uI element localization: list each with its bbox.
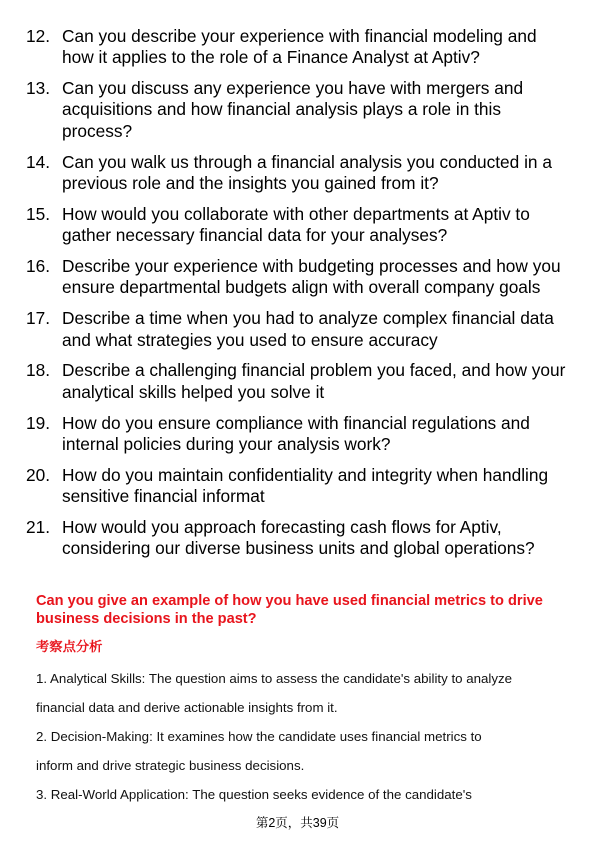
question-text: How would you approach forecasting cash flows for Aptiv, considering our diverse business units and global operations? [62, 516, 535, 559]
analysis-line: 1. Analytical Skills: The question aims to assess the candidate's ability to analyze [36, 671, 513, 686]
list-item [26, 517, 571, 560]
list-item [26, 26, 571, 69]
question-text: Can you describe your experience with financial modeling and how it applies to the role of a Finance Analyst at Aptiv? [62, 26, 537, 68]
list-item [26, 256, 571, 299]
question-number: 12. [26, 26, 51, 46]
list-item [26, 308, 571, 351]
question-text: Can you discuss any experience you have with mergers and acquisitions and how financial analysis plays a role in this process? [62, 78, 524, 141]
question-text: Can you walk us through a financial analysis you conducted in a previous role and the insights you gained from it? [62, 151, 552, 193]
analysis-label: 考察点分析 [36, 639, 103, 654]
list-item [26, 78, 571, 142]
question-number: 20. [26, 464, 51, 485]
analysis-line: financial data and derive actionable insights from it. [36, 700, 338, 715]
question-text: How would you collaborate with other departments at Aptiv to gather necessary financial data for your analyses? [62, 203, 530, 246]
question-number: 14. [26, 151, 51, 172]
question-text: Describe your experience with budgeting processes and how you ensure departmental budgets align with overall company goals [62, 256, 561, 298]
list-item [26, 465, 571, 508]
list-item [26, 152, 571, 195]
section-heading: Can you give an example of how you have used financial metrics to drive business decisions in the past? [36, 593, 543, 627]
question-text: Describe a challenging financial problem you faced, and how your analytical skills helped you solve it [62, 360, 566, 402]
question-number: 21. [26, 516, 51, 537]
analysis-body [36, 664, 566, 809]
question-number: 19. [26, 412, 51, 433]
question-number: 18. [26, 360, 51, 381]
list-item [26, 204, 571, 247]
question-number: 16. [26, 256, 51, 277]
question-number: 13. [26, 78, 51, 99]
page-number: 第2页，共39页 [255, 816, 340, 830]
question-text: How do you ensure compliance with financial regulations and internal policies during your analysis work? [62, 412, 530, 454]
question-text: How do you maintain confidentiality and integrity when handling sensitive financial informat [62, 464, 549, 507]
question-number: 15. [26, 203, 51, 224]
analysis-line: inform and drive strategic business decisions. [36, 758, 305, 773]
question-list [26, 26, 571, 569]
question-number: 17. [26, 308, 51, 329]
question-text: Describe a time when you had to analyze complex financial data and what strategies you used to ensure accuracy [62, 308, 554, 350]
analysis-line: 3. Real-World Application: The question seeks evidence of the candidate's [36, 787, 472, 802]
list-item [26, 413, 571, 456]
analysis-line: 2. Decision-Making: It examines how the candidate uses financial metrics to [36, 729, 482, 744]
list-item [26, 360, 571, 403]
